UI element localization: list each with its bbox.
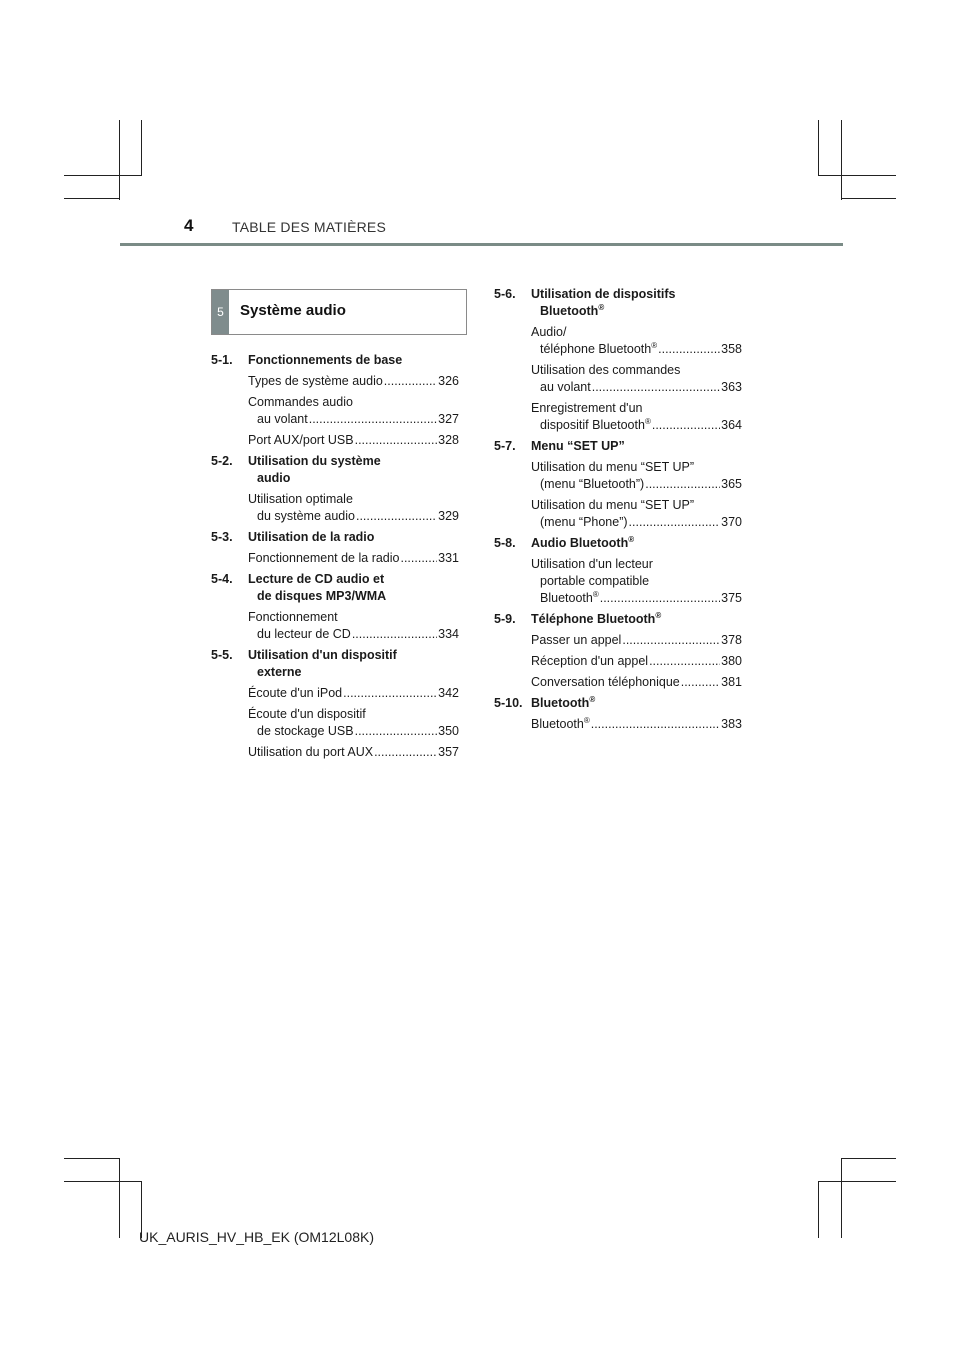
chapter-title-line: de disques MP3/WMA [257,589,387,603]
chapter-number: 5-3. [211,530,233,544]
crop-mark [841,1158,896,1159]
chapter-title-line: Audio Bluetooth® [531,534,635,550]
toc-entry[interactable] [248,394,459,428]
crop-mark [141,120,142,176]
dot-leader [343,685,437,702]
toc-left-column [211,352,459,765]
entry-row [531,632,742,649]
chapter-title [248,647,459,681]
entry-page-number[interactable]: 378 [721,633,742,647]
entry-row [531,653,742,670]
entry-page-number[interactable]: 364 [721,418,742,432]
entry-text-line: Utilisation du menu “SET UP” [531,460,695,474]
entry-row [248,685,459,702]
entry-text: Bluetooth® [531,715,590,731]
entry-text-line: Utilisation optimale [248,492,353,506]
chapter-heading [211,352,459,369]
chapter-title-line: Utilisation de dispositifs [531,287,676,301]
entry-text: Fonctionnement de la radio [248,551,400,565]
entry-page-number[interactable]: 375 [721,591,742,605]
header-divider [120,243,843,246]
entry-page-number[interactable]: 380 [721,654,742,668]
entry-row [248,411,459,428]
entry-text-line: Utilisation du menu “SET UP” [531,498,695,512]
toc-entry[interactable] [531,324,742,358]
entry-row [531,417,742,434]
toc-entry[interactable] [531,400,742,434]
crop-mark [818,120,819,176]
entry-page-number[interactable]: 350 [438,724,459,738]
entry-text: Bluetooth® [540,589,599,605]
entry-text-line: Enregistrement d'un [531,401,643,415]
chapter-title-line: Téléphone Bluetooth® [531,610,662,626]
crop-mark [818,1181,896,1182]
chapter-title [248,453,459,487]
entry-row [531,476,742,493]
toc-entry[interactable] [248,706,459,740]
crop-mark [64,175,142,176]
entry-page-number[interactable]: 365 [721,477,742,491]
chapter-title [531,535,742,552]
page-title: TABLE DES MATIÈRES [232,219,387,235]
dot-leader [629,514,721,531]
entry-row [248,626,459,643]
dot-leader [622,632,720,649]
crop-mark [64,1158,120,1159]
entry-row [248,723,459,740]
entry-text: au volant [257,412,308,426]
entry-page-number[interactable]: 334 [438,627,459,641]
chapter-title-line: Fonctionnements de base [248,353,403,367]
chapter-title-line: audio [257,471,291,485]
entry-row [248,550,459,567]
entry-text-line: Commandes audio [248,395,353,409]
dot-leader [400,550,437,567]
toc-entry[interactable] [248,432,459,449]
toc-entry[interactable] [531,716,742,733]
dot-leader [374,744,437,761]
chapter-heading [211,529,459,546]
entry-text: de stockage USB [257,724,354,738]
chapter-heading [494,438,742,455]
section-header [211,289,467,335]
entry-text: Port AUX/port USB [248,433,354,447]
chapter-title [248,529,459,546]
chapter-title-line: Lecture de CD audio et [248,572,385,586]
dot-leader [309,411,437,428]
dot-leader [592,379,720,396]
toc-entry[interactable] [248,373,459,390]
chapter-number: 5-10. [494,696,523,710]
chapter-heading [494,535,742,552]
toc-entry[interactable] [248,550,459,567]
crop-mark [119,120,120,200]
chapter-number: 5-7. [494,439,516,453]
chapter-title-line: Bluetooth® [540,302,605,318]
entry-text: Conversation téléphonique [531,675,680,689]
toc-entry[interactable] [248,491,459,525]
chapter-title-line: externe [257,665,302,679]
chapter-title-line: Utilisation d'un dispositif [248,648,397,662]
dot-leader [356,508,437,525]
chapter-heading [211,571,459,605]
entry-row [531,514,742,531]
entry-text: du système audio [257,509,355,523]
chapter-title-line: Menu “SET UP” [531,439,625,453]
chapter-heading [494,611,742,628]
entry-page-number[interactable]: 331 [438,551,459,565]
entry-text: Écoute d'un iPod [248,686,343,700]
entry-row [248,744,459,761]
entry-page-number[interactable]: 358 [721,342,742,356]
toc-entry[interactable] [531,556,742,607]
entry-text: téléphone Bluetooth® [540,340,658,356]
chapter-title [248,352,459,369]
chapter-heading [494,695,742,712]
entry-text-line: portable compatible [540,574,650,588]
entry-text: (menu “Phone”) [540,515,628,529]
chapter-number: 5-6. [494,287,516,301]
dot-leader [591,716,720,733]
entry-page-number[interactable]: 381 [721,675,742,689]
entry-page-number[interactable]: 342 [438,686,459,700]
entry-text: Réception d'un appel [531,654,649,668]
entry-row [531,674,742,691]
entry-text-line: Fonctionnement [248,610,338,624]
entry-page-number[interactable]: 357 [438,745,459,759]
toc-entry[interactable] [531,632,742,649]
chapter-number: 5-4. [211,572,233,586]
toc-right-column [494,286,742,737]
toc-entry[interactable] [531,362,742,396]
entry-text: (menu “Bluetooth”) [540,477,645,491]
toc-entry[interactable] [248,609,459,643]
entry-row [248,508,459,525]
crop-mark [119,1158,120,1238]
entry-page-number[interactable]: 329 [438,509,459,523]
dot-leader [658,341,720,358]
dot-leader [652,417,720,434]
chapter-title-line: Bluetooth® [531,694,596,710]
entry-page-number[interactable]: 363 [721,380,742,394]
entry-page-number[interactable]: 328 [438,433,459,447]
dot-leader [384,373,437,390]
chapter-title [531,695,742,712]
crop-mark [841,120,842,200]
chapter-title-line: Utilisation de la radio [248,530,375,544]
entry-row [531,590,742,607]
chapter-heading [211,647,459,681]
entry-text-line: Utilisation des commandes [531,363,681,377]
entry-text-line: Audio/ [531,325,567,339]
entry-text: dispositif Bluetooth® [540,416,651,432]
document-code: UK_AURIS_HV_HB_EK (OM12L08K) [139,1229,374,1245]
chapter-title [248,571,459,605]
toc-entry[interactable] [248,744,459,761]
chapter-heading [211,453,459,487]
chapter-title [531,438,742,455]
entry-text: Types de système audio [248,374,383,388]
chapter-heading [494,286,742,320]
entry-text-line: Utilisation d'un lecteur [531,557,653,571]
entry-text-line: Écoute d'un dispositif [248,707,366,721]
chapter-number: 5-9. [494,612,516,626]
entry-text: Utilisation du port AUX [248,745,374,759]
chapter-title [531,611,742,628]
dot-leader [352,626,437,643]
entry-page-number[interactable]: 370 [721,515,742,529]
crop-mark [818,1181,819,1238]
dot-leader [645,476,720,493]
dot-leader [600,590,720,607]
dot-leader [355,432,438,449]
crop-mark [841,1158,842,1238]
dot-leader [355,723,438,740]
entry-row [248,373,459,390]
toc-entry[interactable] [531,497,742,531]
dot-leader [649,653,720,670]
chapter-number: 5-8. [494,536,516,550]
dot-leader [681,674,720,691]
entry-row [531,341,742,358]
crop-mark [64,198,120,199]
chapter-number: 5-2. [211,454,233,468]
crop-mark [818,175,896,176]
entry-row [248,432,459,449]
chapter-number: 5-1. [211,353,233,367]
entry-page-number[interactable]: 327 [438,412,459,426]
entry-row [531,379,742,396]
entry-row [531,716,742,733]
chapter-number: 5-5. [211,648,233,662]
crop-mark [64,1181,142,1182]
toc-entry[interactable] [531,653,742,670]
page-number: 4 [184,216,194,235]
toc-entry[interactable] [531,459,742,493]
entry-page-number[interactable]: 383 [721,717,742,731]
section-number-tab: 5 [212,290,229,334]
entry-page-number[interactable]: 326 [438,374,459,388]
crop-mark [841,198,896,199]
entry-text: au volant [540,380,591,394]
entry-text: Passer un appel [531,633,622,647]
section-title: Système audio [240,302,346,319]
toc-entry[interactable] [248,685,459,702]
chapter-title-line: Utilisation du système [248,454,381,468]
chapter-title [531,286,742,320]
toc-entry[interactable] [531,674,742,691]
entry-text: du lecteur de CD [257,627,351,641]
